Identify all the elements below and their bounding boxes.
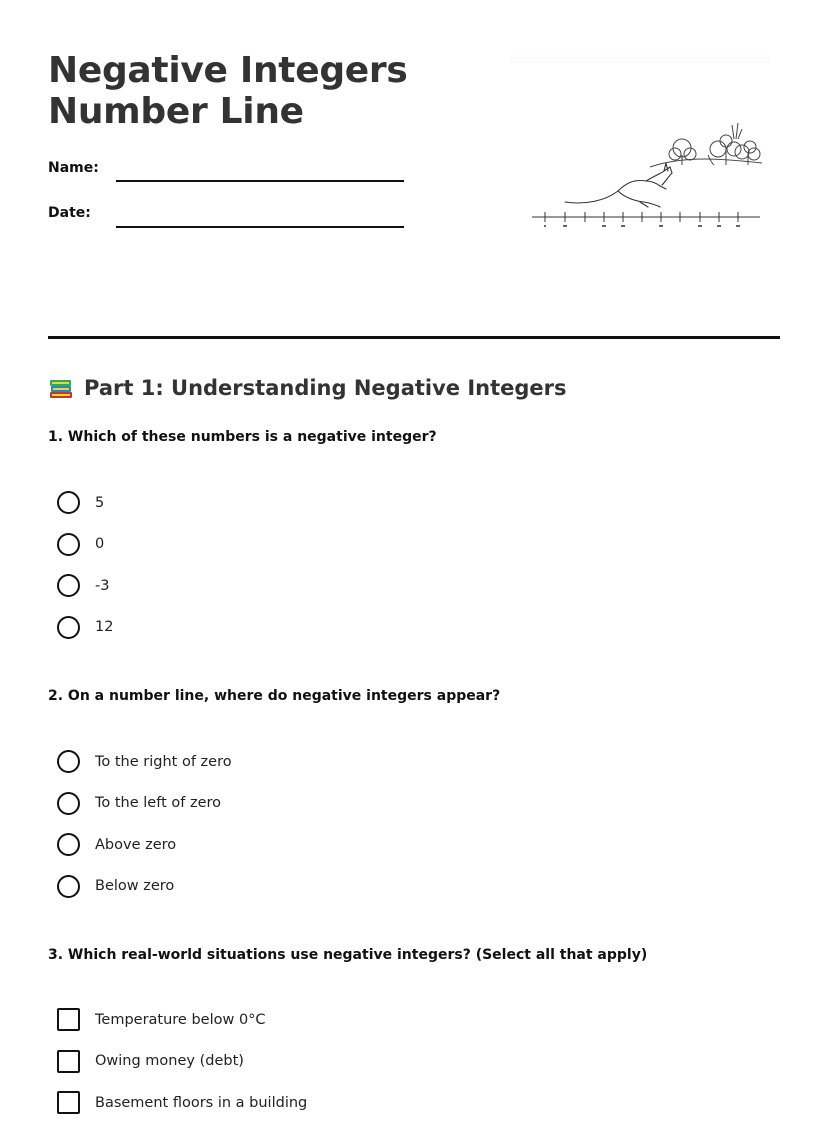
radio-button[interactable]	[57, 574, 80, 597]
option-label: 12	[95, 619, 114, 636]
option-label: Below zero	[95, 878, 175, 895]
option-label: Above zero	[95, 836, 177, 853]
date-label: Date:	[48, 205, 91, 221]
question-2-options	[57, 741, 232, 907]
section-title-text: Part 1: Understanding Negative Integers	[84, 376, 567, 400]
checkbox[interactable]	[57, 1050, 80, 1073]
q2-option-2[interactable]	[57, 783, 232, 825]
option-label: Owing money (debt)	[95, 1053, 244, 1070]
option-label: 0	[95, 536, 105, 553]
radio-button[interactable]	[57, 616, 80, 639]
q2-option-3[interactable]	[57, 824, 232, 866]
radio-button[interactable]	[57, 833, 80, 856]
kangaroo-number-line-illustration	[510, 55, 770, 235]
radio-button[interactable]	[57, 491, 80, 514]
question-1: 1. Which of these numbers is a negative integer?	[48, 429, 437, 445]
q1-option-1[interactable]	[57, 482, 113, 524]
q2-option-4[interactable]	[57, 866, 232, 908]
checkbox[interactable]	[57, 1008, 80, 1031]
question-3-options	[57, 999, 307, 1124]
radio-button[interactable]	[57, 750, 80, 773]
question-3: 3. Which real-world situations use negative integers? (Select all that apply)	[48, 947, 648, 963]
section-title	[48, 375, 567, 401]
q3-option-3[interactable]	[57, 1082, 307, 1124]
q2-option-1[interactable]	[57, 741, 232, 783]
option-label: Temperature below 0°C	[95, 1011, 266, 1028]
option-label: -3	[95, 577, 110, 594]
radio-button[interactable]	[57, 875, 80, 898]
name-field[interactable]	[116, 180, 404, 182]
name-label: Name:	[48, 160, 99, 176]
q3-option-1[interactable]	[57, 999, 307, 1041]
option-label: To the right of zero	[95, 753, 232, 770]
option-label: Basement floors in a building	[95, 1094, 308, 1111]
option-label: 5	[95, 494, 105, 511]
radio-button[interactable]	[57, 533, 80, 556]
radio-button[interactable]	[57, 792, 80, 815]
date-field[interactable]	[116, 226, 404, 228]
q1-option-2[interactable]	[57, 524, 113, 566]
checkbox[interactable]	[57, 1091, 80, 1114]
page-title	[48, 50, 408, 132]
option-label: To the left of zero	[95, 795, 222, 812]
q1-option-4[interactable]	[57, 607, 113, 649]
q3-option-2[interactable]	[57, 1041, 307, 1083]
q1-option-3[interactable]	[57, 565, 113, 607]
title-line-2: Number Line	[48, 91, 304, 132]
question-2: 2. On a number line, where do negative integers appear?	[48, 688, 501, 704]
books-icon	[48, 375, 74, 401]
question-1-options	[57, 482, 113, 648]
section-divider	[48, 336, 780, 339]
title-line-1: Negative Integers	[48, 50, 408, 91]
